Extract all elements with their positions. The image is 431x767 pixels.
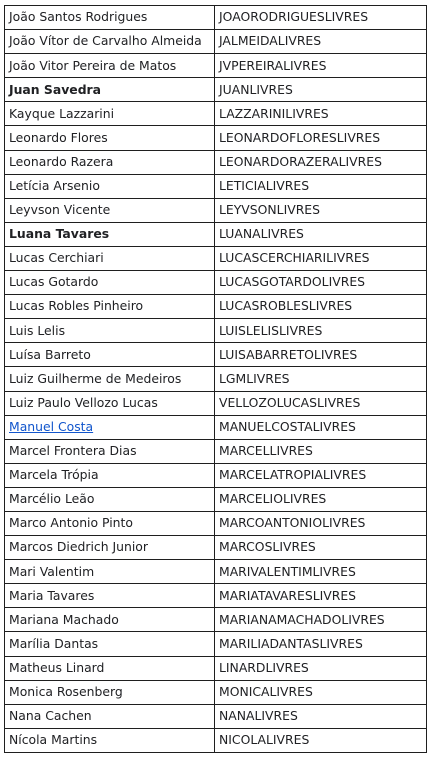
name-cell[interactable]: Marcela Trópia [5,463,215,487]
table-row [5,102,427,126]
code-cell[interactable]: LUISABARRETOLIVRES [215,343,427,367]
table-row [5,271,427,295]
name-cell[interactable]: Monica Rosenberg [5,680,215,704]
table-row [5,150,427,174]
code-cell[interactable]: MARCELIOLIVRES [215,487,427,511]
name-cell[interactable]: Leonardo Razera [5,150,215,174]
name-cell[interactable]: Luana Tavares [5,222,215,246]
table-row [5,728,427,752]
name-cell[interactable]: João Vítor de Carvalho Almeida [5,30,215,54]
name-cell[interactable]: Juan Savedra [5,78,215,102]
code-cell[interactable]: MARIANAMACHADOLIVRES [215,608,427,632]
code-cell[interactable]: MARIATAVARESLIVRES [215,584,427,608]
code-cell[interactable]: LUISLELISLIVRES [215,319,427,343]
name-cell[interactable]: Luiz Guilherme de Medeiros [5,367,215,391]
name-code-table [4,5,427,753]
code-cell[interactable]: JOAORODRIGUESLIVRES [215,6,427,30]
code-cell[interactable]: JVPEREIRALIVRES [215,54,427,78]
name-cell[interactable]: Leyvson Vicente [5,198,215,222]
name-cell[interactable]: Luiz Paulo Vellozo Lucas [5,391,215,415]
code-cell[interactable]: MONICALIVRES [215,680,427,704]
table-row [5,295,427,319]
name-cell[interactable]: Marcos Diedrich Junior [5,536,215,560]
name-cell[interactable]: Lucas Gotardo [5,271,215,295]
name-cell[interactable]: Lucas Robles Pinheiro [5,295,215,319]
code-cell[interactable]: MARCELLIVRES [215,439,427,463]
code-cell[interactable]: LEONARDORAZERALIVRES [215,150,427,174]
table-row [5,463,427,487]
name-cell[interactable]: Lucas Cerchiari [5,246,215,270]
code-cell[interactable]: LGMLIVRES [215,367,427,391]
name-cell[interactable]: Maria Tavares [5,584,215,608]
code-cell[interactable]: NICOLALIVRES [215,728,427,752]
name-cell[interactable] [5,415,215,439]
code-cell[interactable]: LAZZARINILIVRES [215,102,427,126]
code-cell[interactable]: MARCOANTONIOLIVRES [215,511,427,535]
code-cell[interactable]: NANALIVRES [215,704,427,728]
table-row [5,560,427,584]
table-row [5,126,427,150]
table-row [5,656,427,680]
name-cell[interactable]: Kayque Lazzarini [5,102,215,126]
code-cell[interactable]: LINARDLIVRES [215,656,427,680]
table-row [5,704,427,728]
code-cell[interactable]: LEONARDOFLORESLIVRES [215,126,427,150]
name-cell[interactable]: Luísa Barreto [5,343,215,367]
name-cell[interactable]: João Santos Rodrigues [5,6,215,30]
code-cell[interactable]: LUANALIVRES [215,222,427,246]
table-row [5,54,427,78]
table-row [5,391,427,415]
table-row [5,198,427,222]
code-cell[interactable]: MANUELCOSTALIVRES [215,415,427,439]
name-cell[interactable]: João Vitor Pereira de Matos [5,54,215,78]
code-cell[interactable]: LUCASROBLESLIVRES [215,295,427,319]
code-cell[interactable]: JALMEIDALIVRES [215,30,427,54]
code-cell[interactable]: MARILIADANTASLIVRES [215,632,427,656]
name-cell[interactable]: Marcel Frontera Dias [5,439,215,463]
table-row [5,174,427,198]
name-cell[interactable]: Mari Valentim [5,560,215,584]
table-row [5,246,427,270]
name-cell[interactable]: Marco Antonio Pinto [5,511,215,535]
table-row [5,415,427,439]
table-row [5,343,427,367]
table-row [5,536,427,560]
code-cell[interactable]: JUANLIVRES [215,78,427,102]
code-cell[interactable]: LUCASGOTARDOLIVRES [215,271,427,295]
code-cell[interactable]: LEYVSONLIVRES [215,198,427,222]
table-row [5,222,427,246]
table-row [5,367,427,391]
table-row [5,608,427,632]
table-body [5,6,427,753]
table-row [5,30,427,54]
name-cell[interactable]: Nana Cachen [5,704,215,728]
table-row [5,78,427,102]
table-row [5,632,427,656]
code-cell[interactable]: LETICIALIVRES [215,174,427,198]
table-row [5,6,427,30]
code-cell[interactable]: MARCOSLIVRES [215,536,427,560]
name-cell[interactable]: Leonardo Flores [5,126,215,150]
code-cell[interactable]: LUCASCERCHIARILIVRES [215,246,427,270]
table-row [5,511,427,535]
name-cell[interactable]: Marcélio Leão [5,487,215,511]
name-cell[interactable]: Luis Lelis [5,319,215,343]
table-row [5,584,427,608]
name-cell[interactable]: Nícola Martins [5,728,215,752]
table-row [5,439,427,463]
name-cell[interactable]: Matheus Linard [5,656,215,680]
table-row [5,487,427,511]
name-link[interactable]: Manuel Costa [9,418,94,434]
table-row [5,319,427,343]
code-cell[interactable]: MARCELATROPIALIVRES [215,463,427,487]
table-row [5,680,427,704]
name-cell[interactable]: Marília Dantas [5,632,215,656]
code-cell[interactable]: MARIVALENTIMLIVRES [215,560,427,584]
name-cell[interactable]: Mariana Machado [5,608,215,632]
name-cell[interactable]: Letícia Arsenio [5,174,215,198]
code-cell[interactable]: VELLOZOLUCASLIVRES [215,391,427,415]
